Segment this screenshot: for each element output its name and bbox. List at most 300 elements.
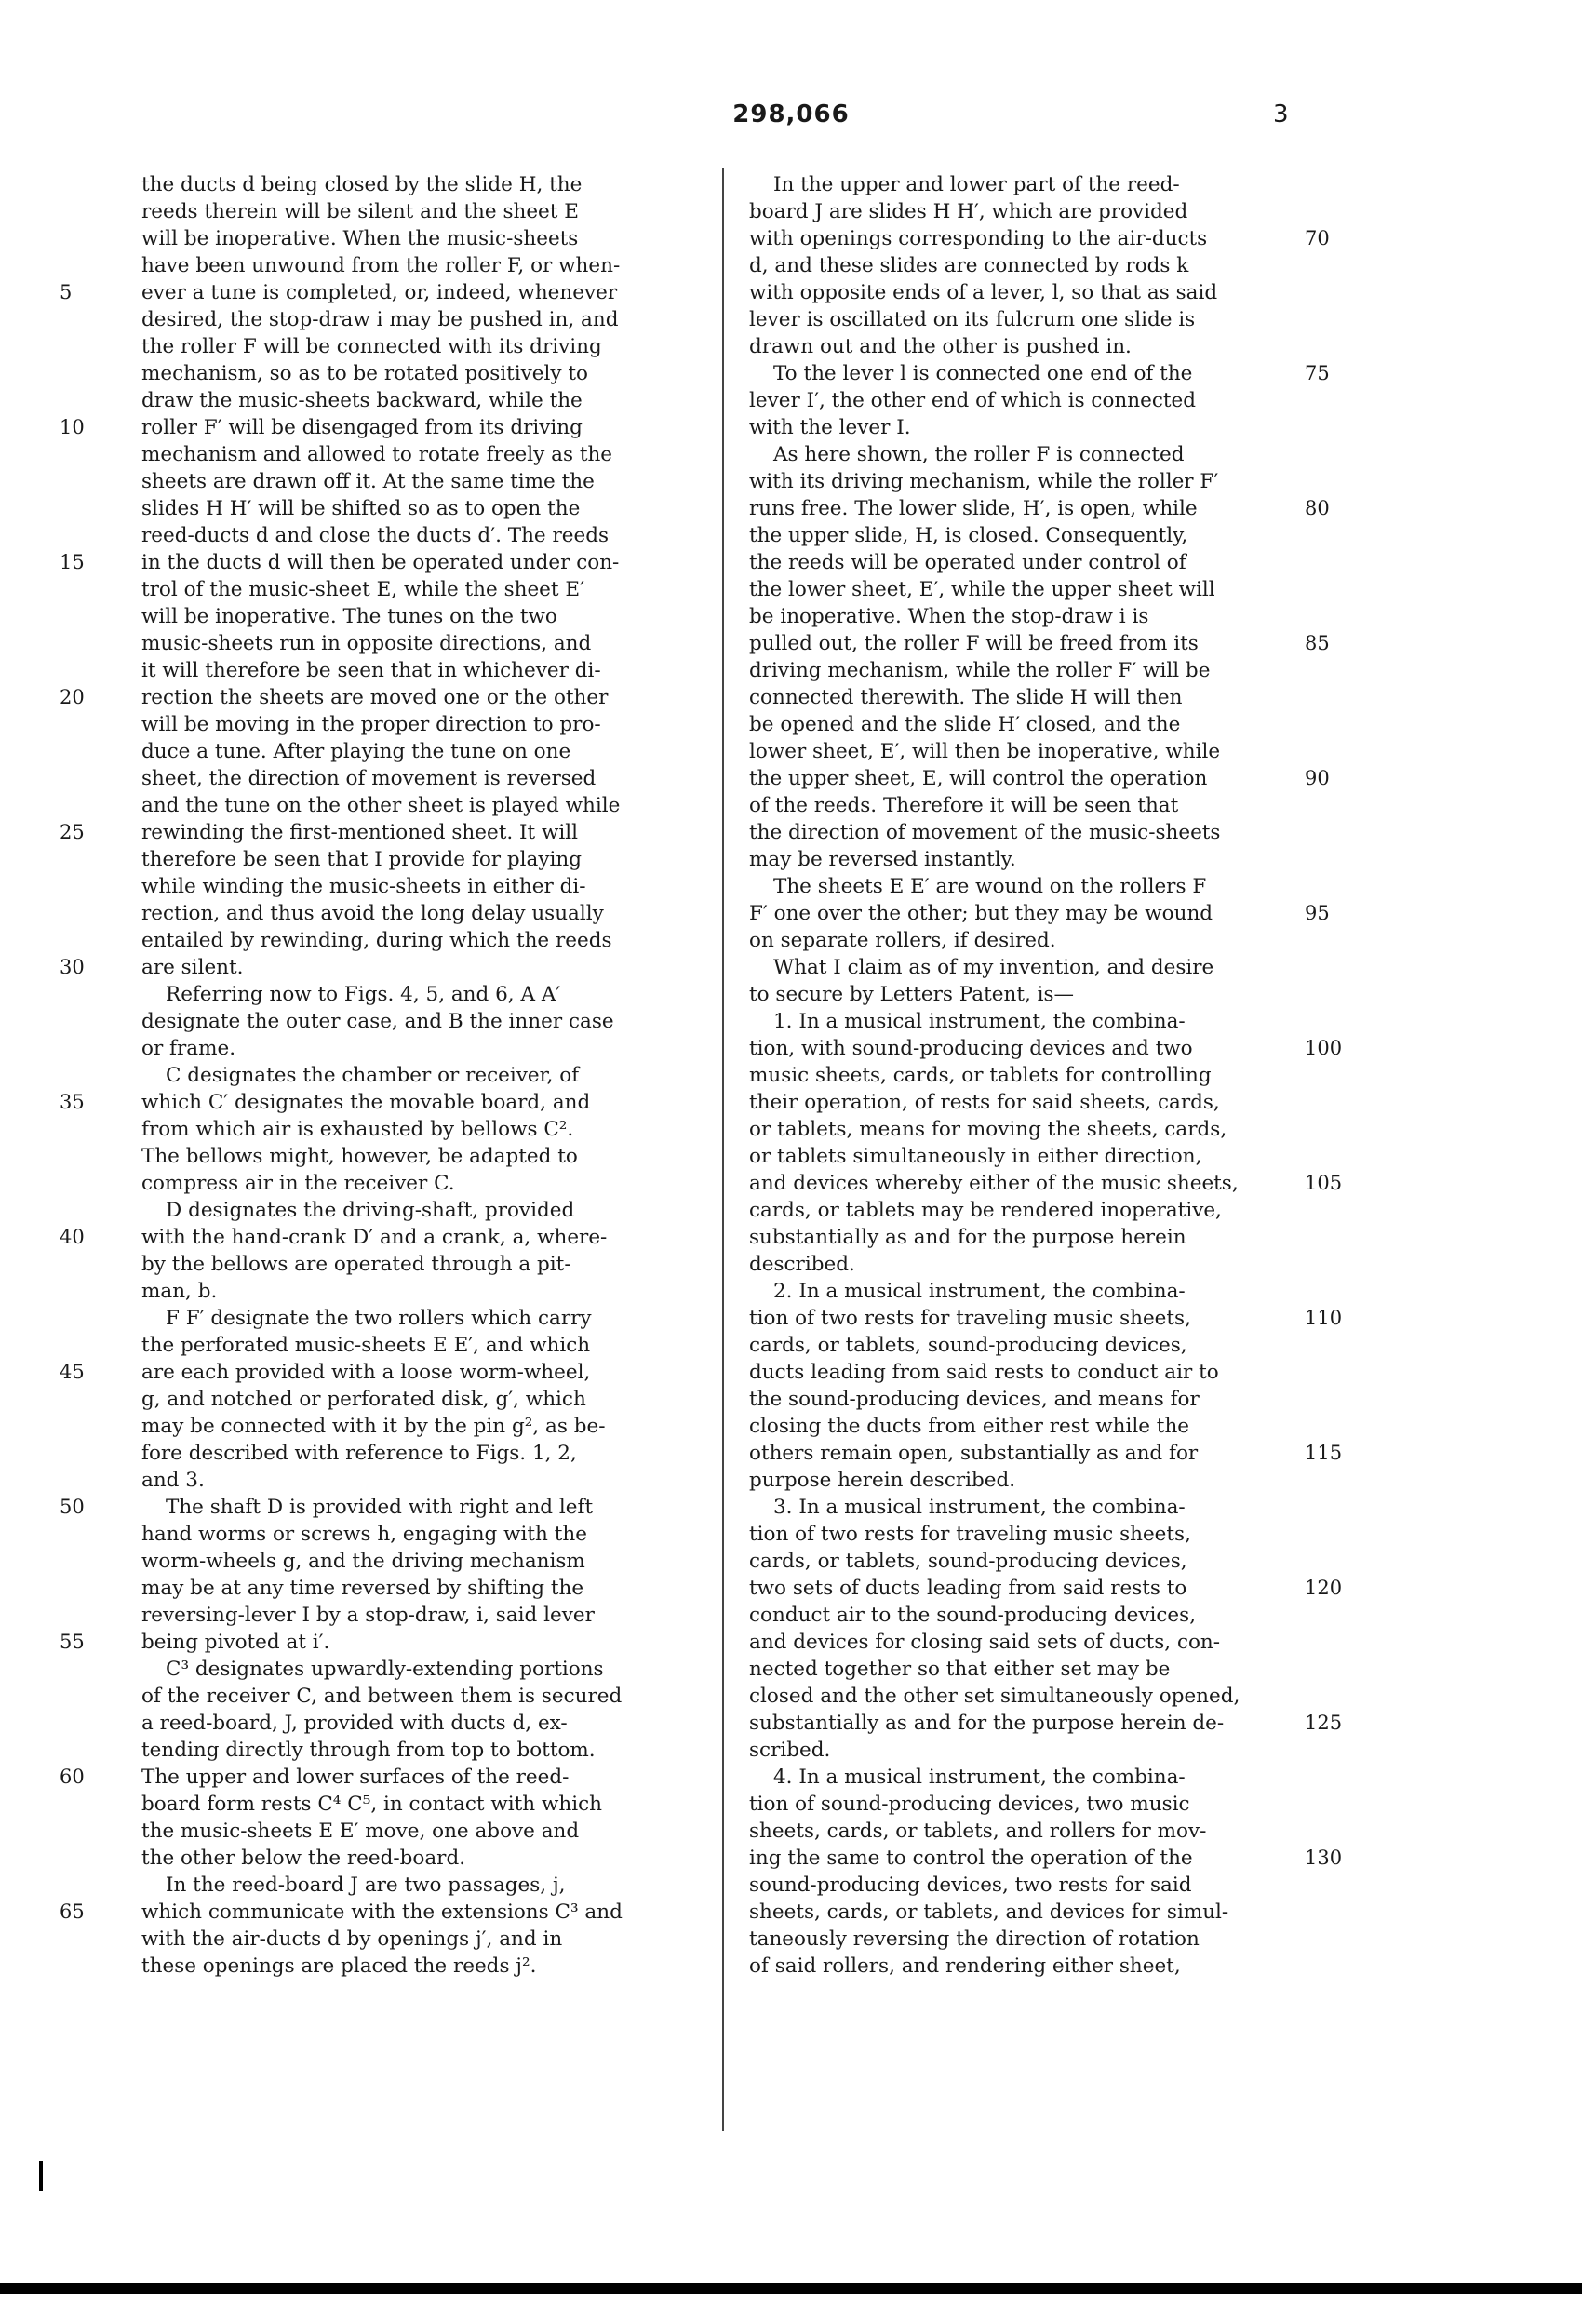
text-line	[141, 225, 704, 252]
text-line	[749, 1143, 1289, 1170]
text-line	[141, 252, 704, 279]
text-line	[60, 1224, 704, 1251]
line-number: 105	[1305, 1172, 1343, 1194]
line-text: others remain open, substantially as and for	[749, 1442, 1199, 1465]
text-line	[749, 468, 1289, 495]
line-text: may be connected with it by the pin g², as be-	[141, 1415, 606, 1438]
text-line	[749, 414, 1289, 441]
line-text: it will therefore be seen that in whichever di-	[141, 659, 601, 682]
line-text: lever I′, the other end of which is connected	[749, 389, 1197, 412]
text-line	[749, 1602, 1289, 1629]
line-text: drawn out and the other is pushed in.	[749, 335, 1132, 358]
text-line	[749, 1413, 1289, 1440]
text-line	[749, 1926, 1289, 1953]
scan-mark	[39, 2161, 43, 2191]
text-line	[141, 1413, 704, 1440]
text-line	[749, 1575, 1343, 1602]
line-text: a reed-board, J, provided with ducts d, ex-	[141, 1712, 568, 1735]
text-line	[749, 1035, 1343, 1062]
line-text: lower sheet, E′, will then be inoperative, while	[749, 740, 1221, 763]
line-text: or tablets simultaneously in either direction,	[749, 1145, 1202, 1168]
text-line	[749, 603, 1289, 630]
text-line	[141, 711, 704, 738]
text-line	[60, 1764, 704, 1791]
line-text: of the reeds. Therefore it will be seen that	[749, 794, 1179, 817]
line-text: may be reversed instantly.	[749, 848, 1016, 871]
text-line	[749, 198, 1289, 225]
line-text: tion of two rests for traveling music sheets,	[749, 1523, 1191, 1546]
line-text: tion, with sound-producing devices and two	[749, 1037, 1193, 1060]
line-text: sound-producing devices, two rests for said	[749, 1874, 1192, 1897]
line-text: compress air in the receiver C.	[141, 1172, 455, 1195]
text-line	[749, 495, 1330, 522]
text-line	[141, 1845, 704, 1872]
text-line	[749, 1548, 1289, 1575]
line-text: music sheets, cards, or tablets for controlling	[749, 1064, 1212, 1087]
line-text: In the reed-board J are two passages, j,	[166, 1874, 566, 1897]
text-line	[749, 1170, 1343, 1197]
text-line	[749, 1116, 1289, 1143]
text-line	[141, 1602, 704, 1629]
text-line	[749, 684, 1289, 711]
line-text: the music-sheets E E′ move, one above and	[141, 1820, 580, 1843]
text-line	[141, 1035, 704, 1062]
line-text: of said rollers, and rendering either sheet,	[749, 1955, 1181, 1978]
text-line	[60, 1494, 704, 1521]
line-text: with the air-ducts d by openings j′, and in	[141, 1928, 563, 1951]
line-text: reeds therein will be silent and the sheet E	[141, 200, 579, 223]
line-text: which C′ designates the movable board, and	[141, 1091, 591, 1114]
line-number: 75	[1305, 362, 1330, 384]
line-text: ever a tune is completed, or, indeed, whenever	[141, 281, 618, 304]
text-line	[749, 954, 1289, 981]
text-line	[749, 1278, 1289, 1305]
text-line	[749, 279, 1289, 306]
line-text: sheet, the direction of movement is reversed	[141, 767, 597, 790]
line-text: two sets of ducts leading from said rests to	[749, 1577, 1187, 1600]
text-line	[141, 1062, 704, 1089]
line-text: board form rests C⁴ C⁵, in contact with which	[141, 1793, 602, 1816]
text-line	[749, 1872, 1289, 1899]
text-line	[749, 1737, 1289, 1764]
text-line	[141, 198, 704, 225]
line-text: substantially as and for the purpose herein	[749, 1226, 1186, 1249]
text-line	[749, 1440, 1343, 1467]
text-line	[141, 1440, 704, 1467]
text-line	[60, 1089, 704, 1116]
text-line	[749, 846, 1289, 873]
line-number: 5	[60, 281, 73, 303]
text-line	[141, 630, 704, 657]
text-line	[749, 1710, 1343, 1737]
text-line	[141, 981, 704, 1008]
line-text: the upper sheet, E, will control the operation	[749, 767, 1208, 790]
text-line	[141, 738, 704, 765]
text-line	[60, 1899, 704, 1926]
text-line	[60, 819, 704, 846]
text-line	[749, 1467, 1289, 1494]
line-text: may be at any time reversed by shifting the	[141, 1577, 584, 1600]
line-text: are silent.	[141, 956, 244, 979]
text-line	[749, 1764, 1289, 1791]
line-text: As here shown, the roller F is connected	[773, 443, 1185, 466]
line-text: 4. In a musical instrument, the combina-	[773, 1766, 1186, 1789]
text-line	[749, 1386, 1289, 1413]
line-text: designate the outer case, and B the inner case	[141, 1010, 614, 1033]
text-line	[141, 306, 704, 333]
line-number: 15	[60, 551, 85, 573]
text-line	[141, 1710, 704, 1737]
line-number: 85	[1305, 632, 1330, 654]
line-text: described.	[749, 1253, 855, 1276]
line-text: To the lever l is connected one end of the	[773, 362, 1193, 385]
line-text: worm-wheels g, and the driving mechanism	[141, 1550, 585, 1573]
line-text: mechanism and allowed to rotate freely as the	[141, 443, 613, 466]
line-text: rection, and thus avoid the long delay usually	[141, 902, 604, 925]
text-line	[141, 765, 704, 792]
line-text: the reeds will be operated under control of	[749, 551, 1186, 574]
text-line	[141, 1332, 704, 1359]
line-text: the perforated music-sheets E E′, and which	[141, 1334, 591, 1357]
line-number: 70	[1305, 227, 1330, 249]
text-line	[749, 657, 1289, 684]
right-column	[749, 171, 1343, 1980]
text-line	[749, 171, 1289, 198]
text-line	[141, 1170, 704, 1197]
line-text: entailed by rewinding, during which the reeds	[141, 929, 612, 952]
text-line	[141, 792, 704, 819]
line-number: 125	[1305, 1712, 1343, 1734]
text-line	[749, 1521, 1289, 1548]
line-text: The upper and lower surfaces of the reed-	[141, 1766, 570, 1789]
text-line	[749, 792, 1289, 819]
text-line	[749, 1629, 1289, 1656]
text-line	[749, 765, 1330, 792]
text-line	[749, 1305, 1343, 1332]
line-text: by the bellows are operated through a pit-	[141, 1253, 571, 1276]
text-line	[749, 1656, 1289, 1683]
line-text: ing the same to control the operation of the	[749, 1847, 1193, 1870]
line-text: these openings are placed the reeds j².	[141, 1955, 537, 1978]
line-text: closed and the other set simultaneously opened,	[749, 1685, 1240, 1708]
line-text: in the ducts d will then be operated under con-	[141, 551, 620, 574]
left-column	[60, 171, 704, 1980]
line-number: 50	[60, 1496, 85, 1518]
text-line	[749, 225, 1330, 252]
line-number: 120	[1305, 1577, 1343, 1599]
text-line	[60, 1629, 704, 1656]
text-line	[749, 252, 1289, 279]
line-text: therefore be seen that I provide for playing	[141, 848, 582, 871]
text-line	[749, 1062, 1289, 1089]
text-line	[141, 1278, 704, 1305]
line-text: being pivoted at i′.	[141, 1631, 330, 1654]
text-line	[141, 873, 704, 900]
line-number: 100	[1305, 1037, 1343, 1059]
line-text: with the hand-crank D′ and a crank, a, where-	[141, 1226, 608, 1249]
text-line	[141, 1386, 704, 1413]
line-text: 3. In a musical instrument, the combina-	[773, 1496, 1186, 1519]
line-text: sheets are drawn off it. At the same time the	[141, 470, 595, 493]
line-text: be opened and the slide H′ closed, and the	[749, 713, 1181, 736]
line-number: 25	[60, 821, 85, 843]
line-text: g, and notched or perforated disk, g′, which	[141, 1388, 586, 1411]
column-divider	[722, 168, 724, 2131]
text-line	[141, 1818, 704, 1845]
line-text: The shaft D is provided with right and left	[166, 1496, 594, 1519]
text-line	[141, 1521, 704, 1548]
line-text: The sheets E E′ are wound on the rollers F	[773, 875, 1207, 898]
text-line	[749, 1359, 1289, 1386]
line-text: What I claim as of my invention, and desire	[773, 956, 1214, 979]
line-text: sheets, cards, or tablets, and rollers for mov-	[749, 1820, 1207, 1843]
line-text: d, and these slides are connected by rods k	[749, 254, 1189, 277]
line-text: the lower sheet, E′, while the upper sheet will	[749, 578, 1215, 601]
text-line	[141, 387, 704, 414]
line-text: cards, or tablets may be rendered inoperative,	[749, 1199, 1222, 1222]
line-text: be inoperative. When the stop-draw i is	[749, 605, 1149, 628]
text-line	[749, 1251, 1289, 1278]
text-line	[141, 441, 704, 468]
text-line	[749, 306, 1289, 333]
text-line	[141, 927, 704, 954]
line-text: or frame.	[141, 1037, 236, 1060]
line-number: 110	[1305, 1307, 1343, 1329]
text-line	[749, 900, 1330, 927]
line-text: C designates the chamber or receiver, of	[166, 1064, 580, 1087]
line-text: taneously reversing the direction of rotation	[749, 1928, 1200, 1951]
line-text: runs free. The lower slide, H′, is open, while	[749, 497, 1198, 520]
line-number: 55	[60, 1631, 85, 1653]
line-number: 10	[60, 416, 85, 438]
line-text: board J are slides H H′, which are provided	[749, 200, 1188, 223]
text-line	[60, 1359, 704, 1386]
line-text: and devices whereby either of the music sheets,	[749, 1172, 1239, 1195]
text-line	[141, 846, 704, 873]
text-line	[141, 1683, 704, 1710]
line-text: reed-ducts d and close the ducts d′. The reeds	[141, 524, 610, 547]
line-text: reversing-lever I by a stop-draw, i, said lever	[141, 1604, 595, 1627]
page-number: 3	[1273, 101, 1289, 128]
line-text: 2. In a musical instrument, the combina-	[773, 1280, 1186, 1303]
line-text: sheets, cards, or tablets, and devices for simul-	[749, 1901, 1229, 1924]
line-number: 80	[1305, 497, 1330, 519]
line-text: 1. In a musical instrument, the combina-	[773, 1010, 1186, 1033]
text-line	[749, 360, 1330, 387]
line-number: 40	[60, 1226, 85, 1248]
text-line	[749, 819, 1289, 846]
line-text: the upper slide, H, is closed. Consequently,	[749, 524, 1188, 547]
text-line	[141, 495, 704, 522]
line-text: are each provided with a loose worm-wheel,	[141, 1361, 591, 1384]
line-text: with openings corresponding to the air-ducts	[749, 227, 1208, 250]
text-line	[141, 1737, 704, 1764]
line-text: will be moving in the proper direction to pro-	[141, 713, 601, 736]
text-line	[141, 333, 704, 360]
text-line	[749, 522, 1289, 549]
line-text: substantially as and for the purpose herein de-	[749, 1712, 1225, 1735]
text-line	[749, 1089, 1289, 1116]
text-line	[749, 1008, 1289, 1035]
line-text: slides H H′ will be shifted so as to open the	[141, 497, 581, 520]
line-text: driving mechanism, while the roller F′ will be	[749, 659, 1211, 682]
line-text: conduct air to the sound-producing devices,	[749, 1604, 1197, 1627]
line-text: purpose herein described.	[749, 1469, 1016, 1492]
text-line	[749, 333, 1289, 360]
line-text: scribed.	[749, 1739, 831, 1762]
text-line	[141, 1251, 704, 1278]
line-text: The bellows might, however, be adapted to	[141, 1145, 578, 1168]
line-number: 60	[60, 1766, 85, 1788]
text-line	[141, 360, 704, 387]
line-text: desired, the stop-draw i may be pushed in, and	[141, 308, 619, 331]
line-text: ducts leading from said rests to conduct air to	[749, 1361, 1219, 1384]
text-line	[60, 549, 704, 576]
line-text: tion of two rests for traveling music sheets,	[749, 1307, 1191, 1330]
text-line	[749, 711, 1289, 738]
line-text: their operation, of rests for said sheets, cards,	[749, 1091, 1220, 1114]
line-text: trol of the music-sheet E, while the sheet E′	[141, 578, 584, 601]
line-text: will be inoperative. The tunes on the two	[141, 605, 557, 628]
line-text: cards, or tablets, sound-producing devices,	[749, 1334, 1187, 1357]
text-line	[749, 441, 1289, 468]
line-text: nected together so that either set may be	[749, 1658, 1171, 1681]
line-text: of the receiver C, and between them is secured	[141, 1685, 623, 1708]
line-number: 90	[1305, 767, 1330, 789]
text-line	[749, 873, 1289, 900]
text-line	[749, 1683, 1289, 1710]
text-line	[141, 1305, 704, 1332]
text-line	[749, 1197, 1289, 1224]
line-text: C³ designates upwardly-extending portions	[166, 1658, 604, 1681]
text-line	[141, 1926, 704, 1953]
text-line	[141, 1116, 704, 1143]
line-text: the ducts d being closed by the slide H, the	[141, 173, 583, 196]
line-text: with the lever I.	[749, 416, 911, 439]
text-line	[141, 1197, 704, 1224]
text-line	[60, 954, 704, 981]
line-text: the other below the reed-board.	[141, 1847, 466, 1870]
line-text: rection the sheets are moved one or the other	[141, 686, 609, 709]
text-line	[141, 1953, 704, 1980]
line-text: and 3.	[141, 1469, 205, 1492]
text-line	[749, 1845, 1343, 1872]
text-line	[141, 1008, 704, 1035]
line-text: on separate rollers, if desired.	[749, 929, 1056, 952]
line-text: F′ one over the other; but they may be wound	[749, 902, 1213, 925]
text-line	[141, 603, 704, 630]
text-line	[749, 549, 1289, 576]
patent-number-header: 298,066	[732, 101, 850, 128]
line-number: 115	[1305, 1442, 1343, 1464]
line-text: and the tune on the other sheet is played while	[141, 794, 621, 817]
line-text: to secure by Letters Patent, is—	[749, 983, 1075, 1006]
text-line	[141, 1872, 704, 1899]
line-text: mechanism, so as to be rotated positively to	[141, 362, 588, 385]
line-text: and devices for closing said sets of ducts, con-	[749, 1631, 1221, 1654]
text-line	[749, 1224, 1289, 1251]
line-text: hand worms or screws h, engaging with the	[141, 1523, 587, 1546]
text-line	[141, 1575, 704, 1602]
text-line	[749, 1899, 1289, 1926]
line-text: while winding the music-sheets in either di-	[141, 875, 586, 898]
line-number: 95	[1305, 902, 1330, 924]
text-line	[141, 1548, 704, 1575]
text-line	[749, 1818, 1289, 1845]
text-line	[141, 1143, 704, 1170]
line-text: connected therewith. The slide H will then	[749, 686, 1183, 709]
line-text: tending directly through from top to bottom.	[141, 1739, 596, 1762]
line-text: roller F′ will be disengaged from its driving	[141, 416, 583, 439]
line-text: D designates the driving-shaft, provided	[166, 1199, 575, 1222]
line-text: with its driving mechanism, while the roller F′	[749, 470, 1219, 493]
line-text: or tablets, means for moving the sheets, cards,	[749, 1118, 1227, 1141]
text-line	[749, 1953, 1289, 1980]
line-number: 65	[60, 1901, 85, 1923]
line-text: music-sheets run in opposite directions, and	[141, 632, 592, 655]
line-text: man, b.	[141, 1280, 218, 1303]
line-text: cards, or tablets, sound-producing devices,	[749, 1550, 1187, 1573]
text-line	[141, 468, 704, 495]
text-line	[141, 900, 704, 927]
line-number: 35	[60, 1091, 85, 1113]
text-line	[141, 657, 704, 684]
line-text: tion of sound-producing devices, two music	[749, 1793, 1190, 1816]
line-text: the direction of movement of the music-sheets	[749, 821, 1221, 844]
line-text: which communicate with the extensions C³ and	[141, 1901, 623, 1924]
bottom-rule	[0, 2283, 1582, 2294]
text-line	[60, 414, 704, 441]
text-line	[749, 1332, 1289, 1359]
text-line	[749, 630, 1330, 657]
line-number: 45	[60, 1361, 85, 1383]
text-line	[141, 1467, 704, 1494]
text-line	[749, 1494, 1289, 1521]
line-text: will be inoperative. When the music-sheets	[141, 227, 579, 250]
line-number: 30	[60, 956, 85, 978]
line-number: 20	[60, 686, 85, 708]
line-text: In the upper and lower part of the reed-	[773, 173, 1180, 196]
text-line	[749, 981, 1289, 1008]
text-line	[749, 738, 1289, 765]
line-number: 130	[1305, 1847, 1343, 1869]
line-text: lever is oscillated on its fulcrum one slide is	[749, 308, 1196, 331]
line-text: fore described with reference to Figs. 1, 2,	[141, 1442, 577, 1465]
line-text: duce a tune. After playing the tune on one	[141, 740, 571, 763]
line-text: have been unwound from the roller F, or when-	[141, 254, 621, 277]
text-line	[749, 927, 1289, 954]
text-line	[749, 1791, 1289, 1818]
line-text: F F′ designate the two rollers which carry	[166, 1307, 592, 1330]
line-text: rewinding the first-mentioned sheet. It will	[141, 821, 579, 844]
line-text: Referring now to Figs. 4, 5, and 6, A A′	[166, 983, 561, 1006]
text-line	[749, 387, 1289, 414]
text-line	[141, 576, 704, 603]
text-line	[60, 684, 704, 711]
text-line	[141, 1656, 704, 1683]
line-text: the sound-producing devices, and means for	[749, 1388, 1200, 1411]
line-text: with opposite ends of a lever, l, so that as said	[749, 281, 1218, 304]
text-line	[141, 522, 704, 549]
line-text: the roller F will be connected with its driving	[141, 335, 602, 358]
line-text: closing the ducts from either rest while the	[749, 1415, 1190, 1438]
line-text: pulled out, the roller F will be freed from its	[749, 632, 1199, 655]
line-text: draw the music-sheets backward, while the	[141, 389, 583, 412]
text-line	[60, 279, 704, 306]
line-text: from which air is exhausted by bellows C².	[141, 1118, 574, 1141]
text-line	[141, 1791, 704, 1818]
text-line	[749, 576, 1289, 603]
